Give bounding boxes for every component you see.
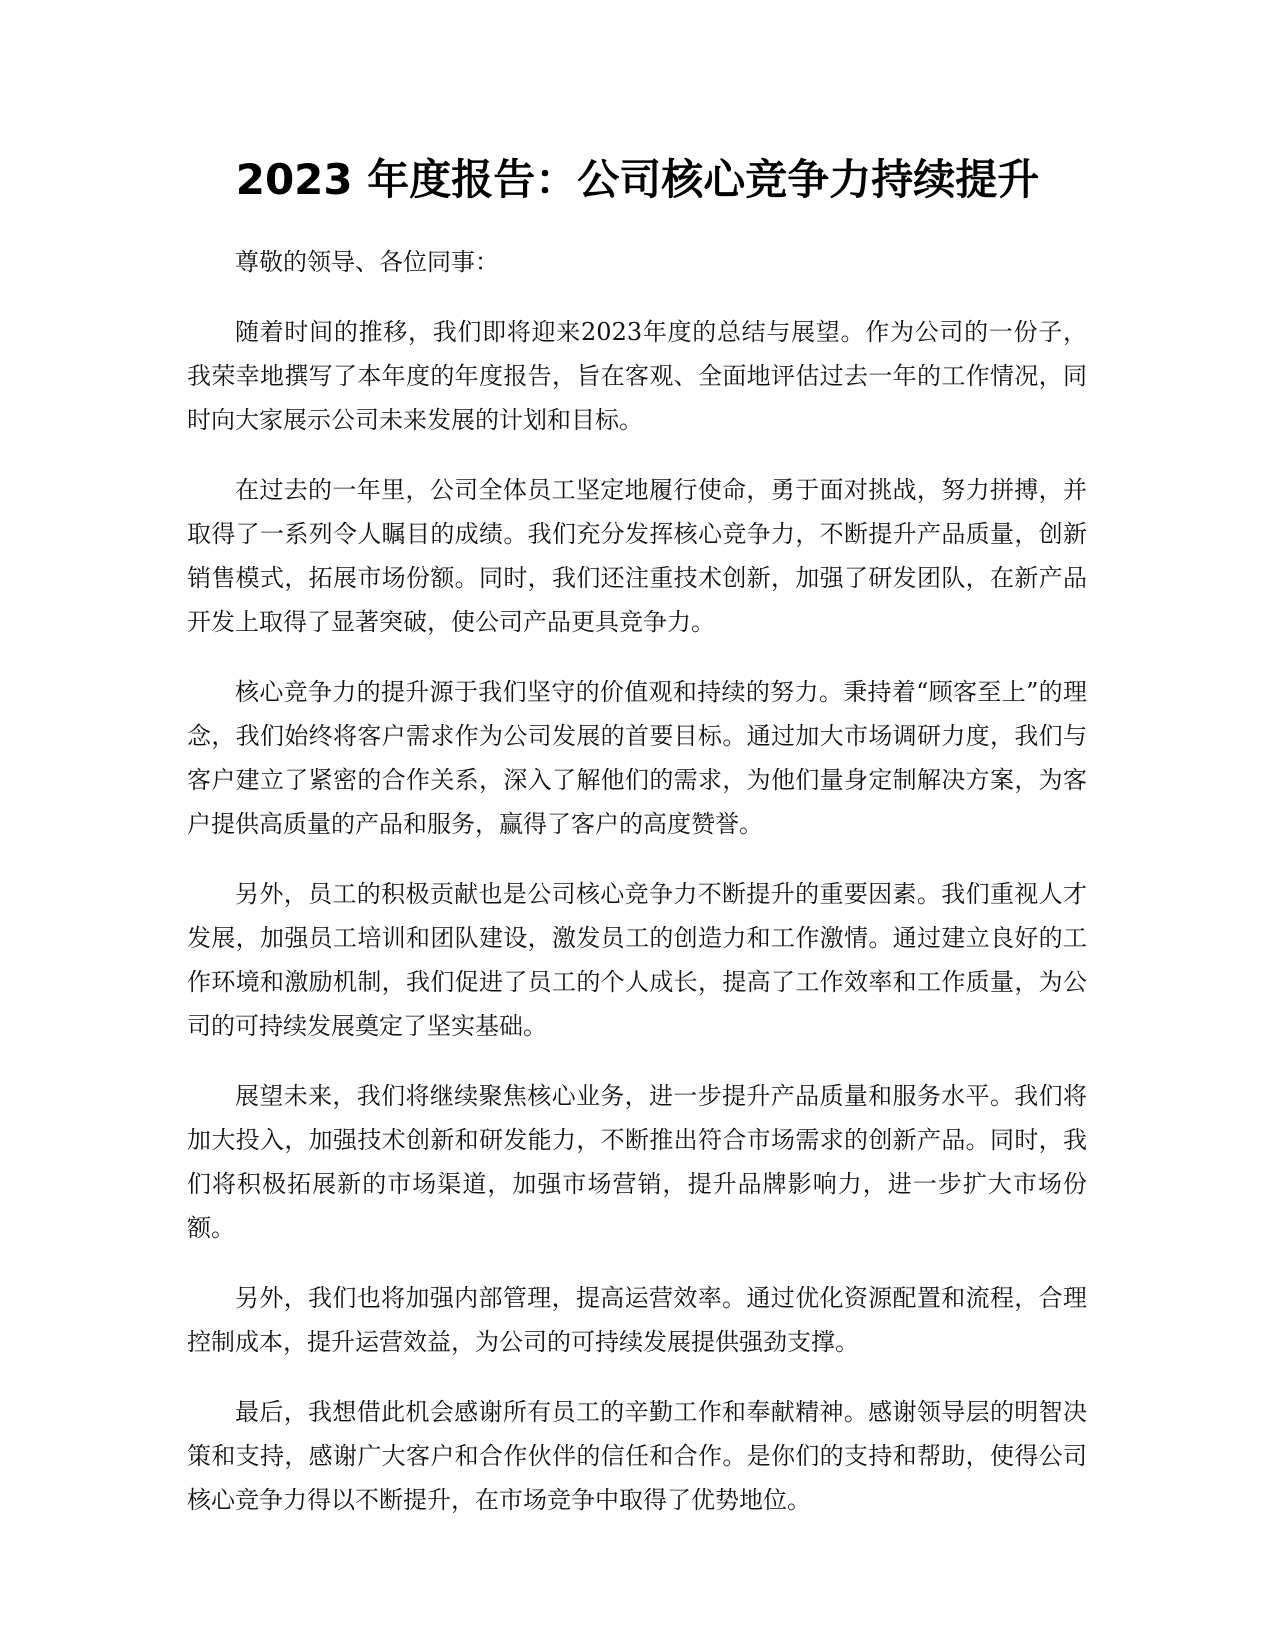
- paragraph-intro: 随着时间的推移，我们即将迎来2023年度的总结与展望。作为公司的一份子，我荣幸地撰写了本年度的年度报告，旨在客观、全面地评估过去一年的工作情况，同时向大家展示公司未来发展的计划和目标。: [187, 318, 1087, 434]
- paragraph-thanks: 最后，我想借此机会感谢所有员工的辛勤工作和奉献精神。感谢领导层的明智决策和支持，感谢广大客户和合作伙伴的信任和合作。是你们的支持和帮助，使得公司核心竞争力得以不断提升，在市场竞争中取得了优势地位。: [187, 1398, 1087, 1514]
- paragraph-achievements: 在过去的一年里，公司全体员工坚定地履行使命，勇于面对挑战，努力拼搏，并取得了一系列令人瞩目的成绩。我们充分发挥核心竞争力，不断提升产品质量，创新销售模式，拓展市场份额。同时，我们还注重技术创新，加强了研发团队，在新产品开发上取得了显著突破，使公司产品更具竞争力。: [187, 476, 1087, 636]
- paragraph-management: 另外，我们也将加强内部管理，提高运营效率。通过优化资源配置和流程，合理控制成本，提升运营效益，为公司的可持续发展提供强劲支撑。: [187, 1284, 1087, 1356]
- document-title: 2023 年度报告：公司核心竞争力持续提升: [235, 155, 1040, 204]
- salutation: 尊敬的领导、各位同事：: [235, 248, 499, 276]
- paragraph-employees: 另外，员工的积极贡献也是公司核心竞争力不断提升的重要因素。我们重视人才发展，加强员工培训和团队建设，激发员工的创造力和工作激情。通过建立良好的工作环境和激励机制，我们促进了员工的个人成长，提高了工作效率和工作质量，为公司的可持续发展奠定了坚实基础。: [187, 880, 1087, 1040]
- paragraph-outlook: 展望未来，我们将继续聚焦核心业务，进一步提升产品质量和服务水平。我们将加大投入，加强技术创新和研发能力，不断推出符合市场需求的创新产品。同时，我们将积极拓展新的市场渠道，加强市场营销，提升品牌影响力，进一步扩大市场份额。: [187, 1082, 1087, 1242]
- paragraph-core-values: 核心竞争力的提升源于我们坚守的价值观和持续的努力。秉持着“顾客至上”的理念，我们始终将客户需求作为公司发展的首要目标。通过加大市场调研力度，我们与客户建立了紧密的合作关系，深入了解他们的需求，为他们量身定制解决方案，为客户提供高质量的产品和服务，赢得了客户的高度赞誉。: [187, 678, 1087, 838]
- document-body: [187, 240, 1087, 1548]
